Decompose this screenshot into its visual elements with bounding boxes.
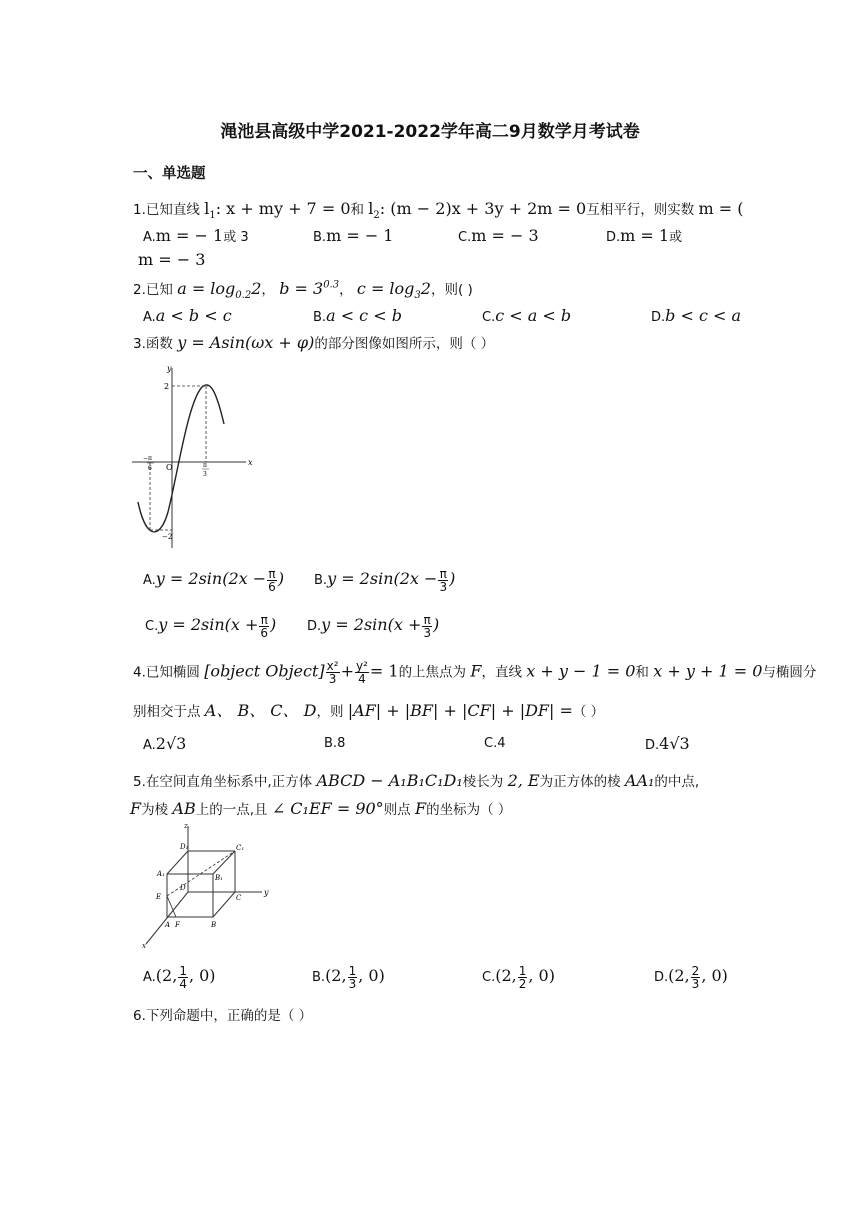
q4-option-c: C.4 bbox=[484, 736, 506, 751]
q5-option-c: C.(2, $\frac{1}{2}$ , 0) bbox=[482, 964, 555, 991]
q1-ask: m = ( bbox=[698, 199, 744, 218]
graph-xleft-num: π bbox=[148, 455, 152, 462]
question-5: 5.在空间直角坐标系中,正方体 ABCD − A₁B₁C₁D₁棱长为 2, E为正方体的棱 AA₁的中点, bbox=[133, 771, 700, 790]
section-heading: 一、单选题 bbox=[133, 166, 206, 182]
q2-option-d: D.b < c < a bbox=[651, 306, 742, 325]
q4-option-b: B.8 bbox=[324, 736, 346, 751]
q2-option-a: A.a < b < c bbox=[143, 306, 232, 325]
sine-graph bbox=[128, 362, 258, 550]
q4-option-a: A.2√3 bbox=[143, 734, 187, 753]
graph-xright-den: 3 bbox=[203, 471, 207, 478]
svg-text:B₁: B₁ bbox=[215, 874, 223, 882]
svg-text:D: D bbox=[180, 884, 186, 892]
graph-x-label: x bbox=[248, 458, 253, 467]
question-2: 2.已知 $a = \log_{0.2}2$， $b = 3^{0.3}$， $c = \log_32$，则( ) bbox=[133, 279, 473, 302]
q2-b: $b = 3^{0.3}$ bbox=[279, 279, 340, 298]
q3-option-a: A.y = 2sin(2x − $\frac{\pi}{6}$ ) bbox=[143, 567, 285, 594]
q1-option-a: A.m = − 1或 3 bbox=[143, 226, 249, 245]
q1-option-c: C.m = − 3 bbox=[458, 226, 539, 245]
q1-text: 1.已知直线 bbox=[133, 202, 200, 218]
q1-option-d: D.m = 1或 bbox=[606, 226, 683, 245]
page-title: 渑池县高级中学2021-2022学年高二9月数学月考试卷 bbox=[220, 122, 640, 142]
svg-text:A₁: A₁ bbox=[157, 870, 165, 878]
svg-text:x: x bbox=[142, 942, 146, 950]
q5-option-a: A.(2, $\frac{1}{4}$ , 0) bbox=[143, 964, 216, 991]
svg-text:y: y bbox=[264, 888, 269, 897]
q5-option-d: D.(2, $\frac{2}{3}$ , 0) bbox=[654, 964, 728, 991]
q2-option-b: B.a < c < b bbox=[313, 306, 402, 325]
q2-c: $c = \log_32$ bbox=[356, 279, 431, 302]
q1-l2: $l_2$: (m − 2)x + 3y + 2m = 0 bbox=[368, 199, 587, 222]
graph-ymax: 2 bbox=[164, 382, 170, 391]
graph-xleft-sign: − bbox=[143, 455, 149, 462]
q3-option-c: C.y = 2sin(x + $\frac{\pi}{6}$ ) bbox=[145, 613, 277, 640]
question-3: 3.函数 y = Asin(ωx + φ)的部分图像如图所示，则（ ） bbox=[133, 333, 495, 352]
cube-figure bbox=[140, 822, 280, 950]
graph-ymin: −2 bbox=[162, 533, 173, 541]
svg-text:B: B bbox=[211, 921, 217, 929]
graph-origin: O bbox=[166, 463, 173, 472]
svg-text:C: C bbox=[236, 894, 242, 902]
svg-text:F: F bbox=[175, 921, 180, 929]
cube-ef-segment bbox=[167, 896, 176, 917]
svg-text:A: A bbox=[165, 921, 171, 929]
question-4: 4.已知椭圆 [object Object] $\frac{\text{x²}}{3}$ + $\frac{\text{y²}}{4}$ = 1的上焦点为 F，直线 x + y − 1 = 0和 x + y + 1 = 0与椭圆分 bbox=[133, 659, 817, 686]
question-6: 6.下列命题中，正确的是（ ） bbox=[133, 1008, 313, 1024]
q1-rest: 互相平行，则实数 bbox=[586, 202, 695, 218]
svg-text:D₁: D₁ bbox=[180, 843, 189, 851]
q2-a: $a = \log_{0.2}2$ bbox=[177, 279, 262, 302]
q4-option-d: D.4√3 bbox=[645, 734, 690, 753]
q1-l1: $l_1$: x + my + 7 = 0 bbox=[204, 199, 351, 222]
q3-option-b: B.y = 2sin(2x − $\frac{\pi}{3}$ ) bbox=[314, 567, 456, 594]
question-1 bbox=[133, 198, 744, 221]
svg-text:C₁: C₁ bbox=[236, 844, 245, 852]
graph-xright-num: π bbox=[203, 462, 207, 469]
q1-option-b: B.m = − 1 bbox=[313, 226, 394, 245]
question-4-line2: 别相交于点 A、 B、 C、 D，则 |AF| + |BF| + |CF| + |DF| =（ ） bbox=[133, 701, 605, 720]
graph-y-label: y bbox=[167, 364, 172, 373]
graph-xleft-den: 6 bbox=[148, 465, 152, 472]
svg-text:E: E bbox=[156, 893, 162, 901]
question-5-line2: F为棱 AB上的一点,且 ∠ C₁EF = 90°则点 F的坐标为（ ） bbox=[130, 799, 512, 818]
q3-option-d: D.y = 2sin(x + $\frac{\pi}{3}$ ) bbox=[307, 613, 440, 640]
q2-option-c: C.c < a < b bbox=[482, 306, 572, 325]
svg-text:z: z bbox=[184, 822, 188, 830]
q1-option-d-continued: m = − 3 bbox=[138, 250, 206, 269]
q1-and: 和 bbox=[350, 202, 364, 218]
q5-option-b: B.(2, $\frac{1}{3}$ , 0) bbox=[312, 964, 385, 991]
